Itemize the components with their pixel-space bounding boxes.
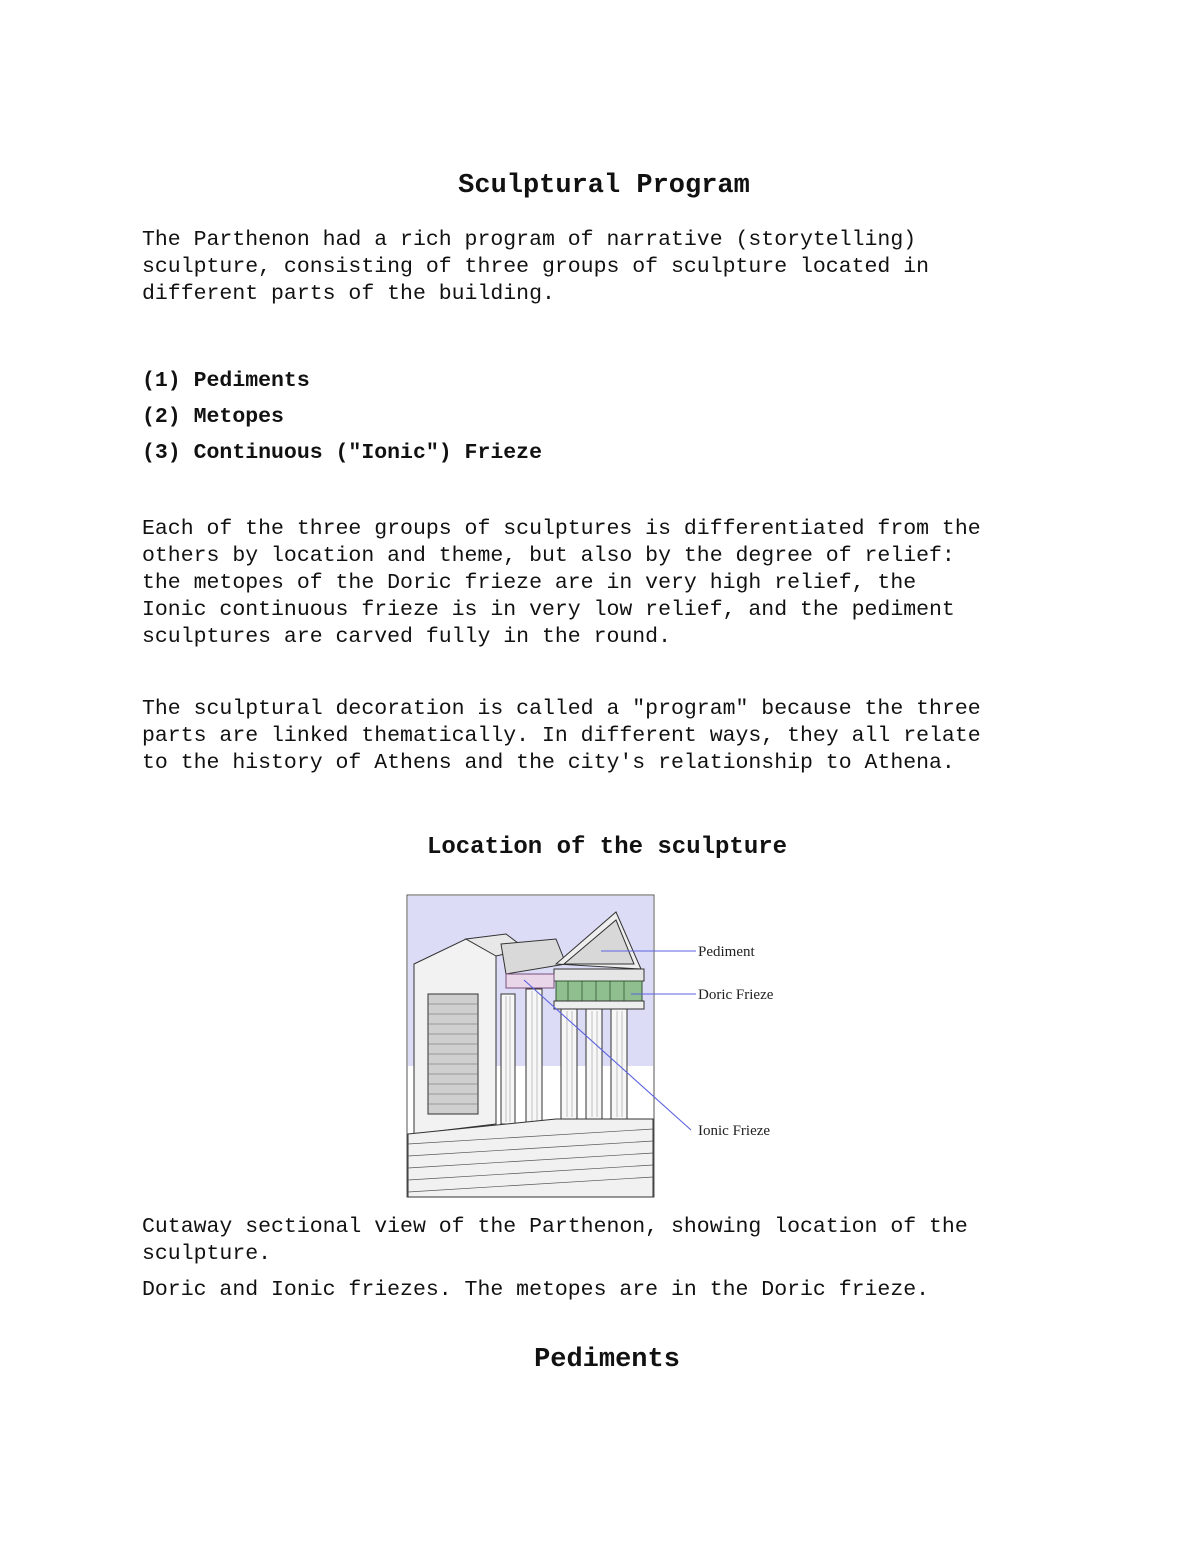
program-paragraph: The sculptural decoration is called a "program" because the three parts are linked thematically. In different ways, they all relate to the history of Athens and the city's relationship to Athena. [142,697,981,775]
list-item-metopes: (2) Metopes [142,405,284,429]
pediments-heading: Pediments [534,1345,680,1375]
pediment-label: Pediment [698,944,755,960]
page-content [142,168,1072,1396]
doric-frieze-label: Doric Frieze [698,987,774,1003]
list-item-pediments: (1) Pediments [142,369,310,393]
ionic-frieze-label: Ionic Frieze [698,1123,771,1139]
temple-drawing [408,912,653,1197]
page-title: Sculptural Program [458,171,750,201]
figure-caption: Cutaway sectional view of the Parthenon, showing location of the sculpture. [142,1215,968,1266]
list-item-ionic-frieze: (3) Continuous ("Ionic") Frieze [142,441,542,465]
relief-paragraph: Each of the three groups of sculptures is differentiated from the others by location and theme, but also by the degree of relief: the metopes of the Doric frieze are in very high relief, the Ionic continuous frieze is in very low relief, and the pediment sculptures are carved fully in the round. [142,517,981,649]
friezes-caption: Doric and Ionic friezes. The metopes are in the Doric frieze. [142,1278,930,1302]
parthenon-cutaway-illustration [406,894,806,1199]
parthenon-cutaway-figure [142,894,1072,1199]
sculpture-groups-list [142,363,1072,471]
intro-paragraph: The Parthenon had a rich program of narrative (storytelling) sculpture, consisting of three groups of sculpture located in different parts of the building. [142,228,930,306]
location-heading: Location of the sculpture [426,834,788,861]
